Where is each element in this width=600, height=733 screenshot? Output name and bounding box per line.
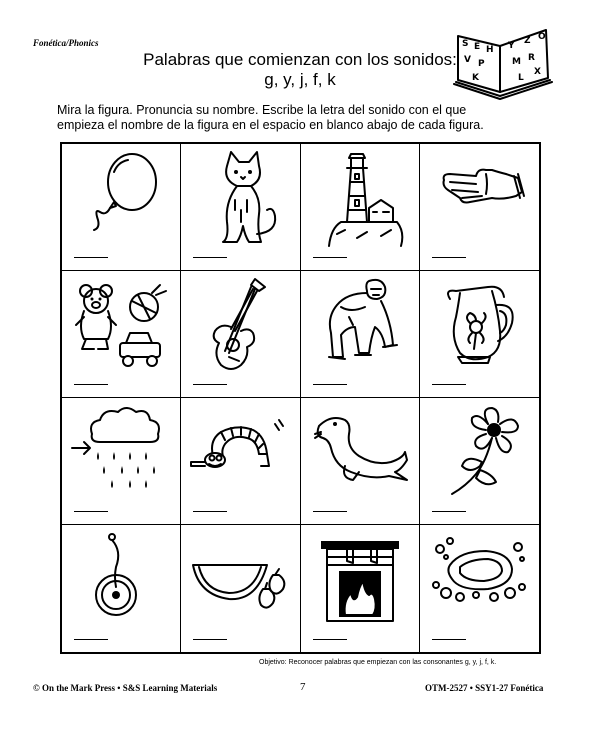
picture-cell-soap — [420, 525, 539, 652]
soap-picture — [430, 531, 530, 631]
jug-picture — [430, 277, 530, 377]
worm-picture — [191, 404, 291, 504]
footer-code: OTM-2527 • SSY1-27 Fonética — [425, 683, 544, 693]
answer-blank[interactable] — [432, 257, 466, 258]
book-letter: P — [478, 59, 485, 69]
answer-blank[interactable] — [74, 384, 108, 385]
picture-grid — [60, 142, 541, 654]
watermelon-picture — [191, 531, 291, 631]
answer-blank[interactable] — [74, 639, 108, 640]
book-letter: H — [486, 45, 494, 55]
flower-picture — [430, 404, 530, 504]
picture-cell-seal — [301, 398, 420, 525]
book-letter: Y — [508, 41, 515, 51]
book-letter: R — [528, 53, 535, 63]
book-letter: V — [464, 55, 471, 65]
picture-cell-toys — [62, 271, 181, 398]
picture-cell-jug — [420, 271, 539, 398]
book-letter: M — [512, 57, 521, 67]
picture-cell-gorilla — [301, 271, 420, 398]
picture-cell-cat — [181, 144, 300, 271]
book-letter: E — [474, 42, 481, 52]
answer-blank[interactable] — [313, 257, 347, 258]
answer-blank[interactable] — [313, 384, 347, 385]
answer-blank[interactable] — [432, 384, 466, 385]
book-letter: Z — [524, 36, 531, 46]
yo-yo-picture — [72, 531, 172, 631]
picture-cell-rain-cloud — [62, 398, 181, 525]
book-letter: O — [538, 32, 546, 42]
answer-blank[interactable] — [432, 511, 466, 512]
picture-cell-fireplace — [301, 525, 420, 652]
title-line-1: Palabras que comienzan con los sonidos: — [143, 50, 457, 69]
glove-picture — [430, 150, 530, 250]
answer-blank[interactable] — [193, 257, 227, 258]
instructions-line-2: empieza el nombre de la figura en el espacio en blanco abajo de cada figura. — [57, 118, 484, 132]
picture-cell-guitar — [181, 271, 300, 398]
page-title — [140, 50, 460, 90]
book-letter: L — [518, 73, 524, 83]
answer-blank[interactable] — [74, 257, 108, 258]
page-number: 7 — [300, 681, 306, 693]
instructions — [57, 103, 547, 133]
cat-picture — [191, 150, 291, 250]
instructions-line-1: Mira la figura. Pronuncia su nombre. Escribe la letra del sonido con el que — [57, 103, 467, 117]
alphabet-book-illustration — [448, 22, 558, 100]
rain-cloud-picture — [72, 404, 172, 504]
picture-cell-watermelon — [181, 525, 300, 652]
picture-cell-glove — [420, 144, 539, 271]
book-letter: K — [472, 73, 479, 83]
book-letter: S — [462, 39, 469, 49]
picture-cell-balloon — [62, 144, 181, 271]
answer-blank[interactable] — [313, 639, 347, 640]
answer-blank[interactable] — [193, 511, 227, 512]
footer-copyright: © On the Mark Press • S&S Learning Materials — [33, 683, 218, 693]
objective-text: Objetivo: Reconocer palabras que empiezan con las consonantes g, y, j, f, k. — [259, 659, 497, 666]
picture-cell-yo-yo — [62, 525, 181, 652]
gorilla-picture — [311, 277, 411, 377]
title-line-2: g, y, j, f, k — [264, 70, 336, 89]
seal-picture — [311, 404, 411, 504]
answer-blank[interactable] — [193, 639, 227, 640]
guitar-picture — [191, 277, 291, 377]
picture-cell-worm — [181, 398, 300, 525]
answer-blank[interactable] — [313, 511, 347, 512]
picture-cell-flower — [420, 398, 539, 525]
book-letter: X — [534, 67, 541, 77]
answer-blank[interactable] — [432, 639, 466, 640]
toys-picture — [72, 277, 172, 377]
balloon-picture — [72, 150, 172, 250]
lighthouse-picture — [311, 150, 411, 250]
answer-blank[interactable] — [193, 384, 227, 385]
picture-cell-lighthouse — [301, 144, 420, 271]
fireplace-picture — [311, 531, 411, 631]
answer-blank[interactable] — [74, 511, 108, 512]
section-label: Fonética/Phonics — [33, 38, 99, 48]
